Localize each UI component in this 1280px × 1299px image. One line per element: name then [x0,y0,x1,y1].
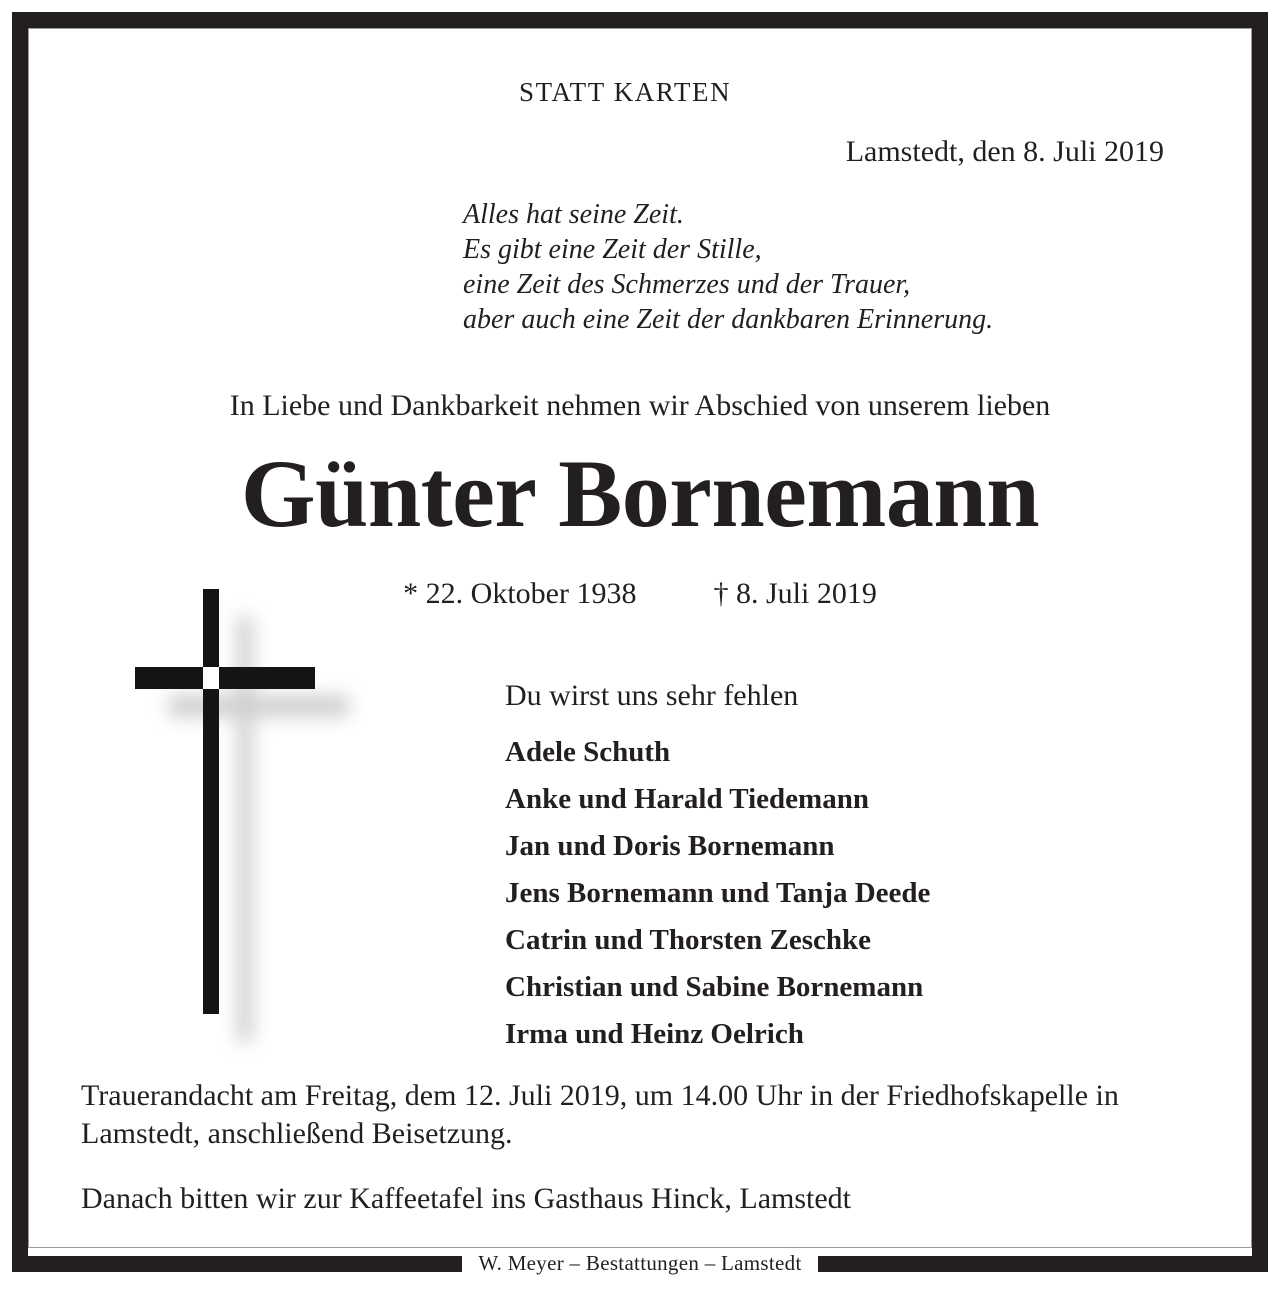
cross-horizontal-bar [135,667,315,689]
frame-border-top [12,12,1268,28]
statt-karten-label: STATT KARTEN [519,77,732,107]
death-date: † 8. Juli 2019 [713,577,877,610]
mourner-name: Adele Schuth [505,736,671,768]
frame-border-right [1252,12,1268,1261]
memorial-cross-icon [119,589,349,1089]
mourner-name: Catrin und Thorsten Zeschke [505,923,872,956]
mourner-name: Jan und Doris Bornemann [505,829,835,862]
birth-date: * 22. Oktober 1938 [403,577,637,610]
verse-line: eine Zeit des Schmerzes und der Trauer, [463,269,911,300]
mourner-name: Jens Bornemann und Tanja Deede [505,876,931,909]
mourner-name: Anke und Harald Tiedemann [505,782,869,815]
cross-center-square [203,667,219,689]
funeral-home-imprint: W. Meyer – Bestattungen – Lamstedt [478,1250,802,1275]
service-reception-text: Danach bitten wir zur Kaffeetafel ins Gasthaus Hinck, Lamstedt [81,1181,852,1215]
place-and-date: Lamstedt, den 8. Juli 2019 [845,135,1164,168]
notice-content [29,29,1251,1248]
frame-border-left [12,12,28,1261]
footer-bar-left [12,1256,462,1272]
verse-line: aber auch eine Zeit der dankbaren Erinnerung. [463,304,994,335]
deceased-name: Günter Bornemann [240,440,1040,547]
mourners-list [505,729,930,1058]
mourners-lead-text: Du wirst uns sehr fehlen [505,679,799,712]
mourner-name: Irma und Heinz Oelrich [505,1017,804,1050]
mourner-name: Christian und Sabine Bornemann [505,970,924,1003]
farewell-intro-text: In Liebe und Dankbarkeit nehmen wir Abschied von unserem lieben [229,389,1051,422]
verse-line: Alles hat seine Zeit. [463,199,684,230]
verse-line: Es gibt eine Zeit der Stille, [463,234,762,265]
service-ceremony-text: Trauerandacht am Freitag, dem 12. Juli 2019, um 14.00 Uhr in der Friedhofskapelle in Lamstedt, anschließend Beisetzung. [81,1079,1119,1151]
footer-imprint-row [12,1250,1268,1275]
memorial-verse [463,197,993,337]
cross-vertical-bar [203,589,219,1014]
cross-solid [119,589,315,1059]
service-details [81,1077,1201,1218]
footer-bar-right [818,1256,1268,1272]
